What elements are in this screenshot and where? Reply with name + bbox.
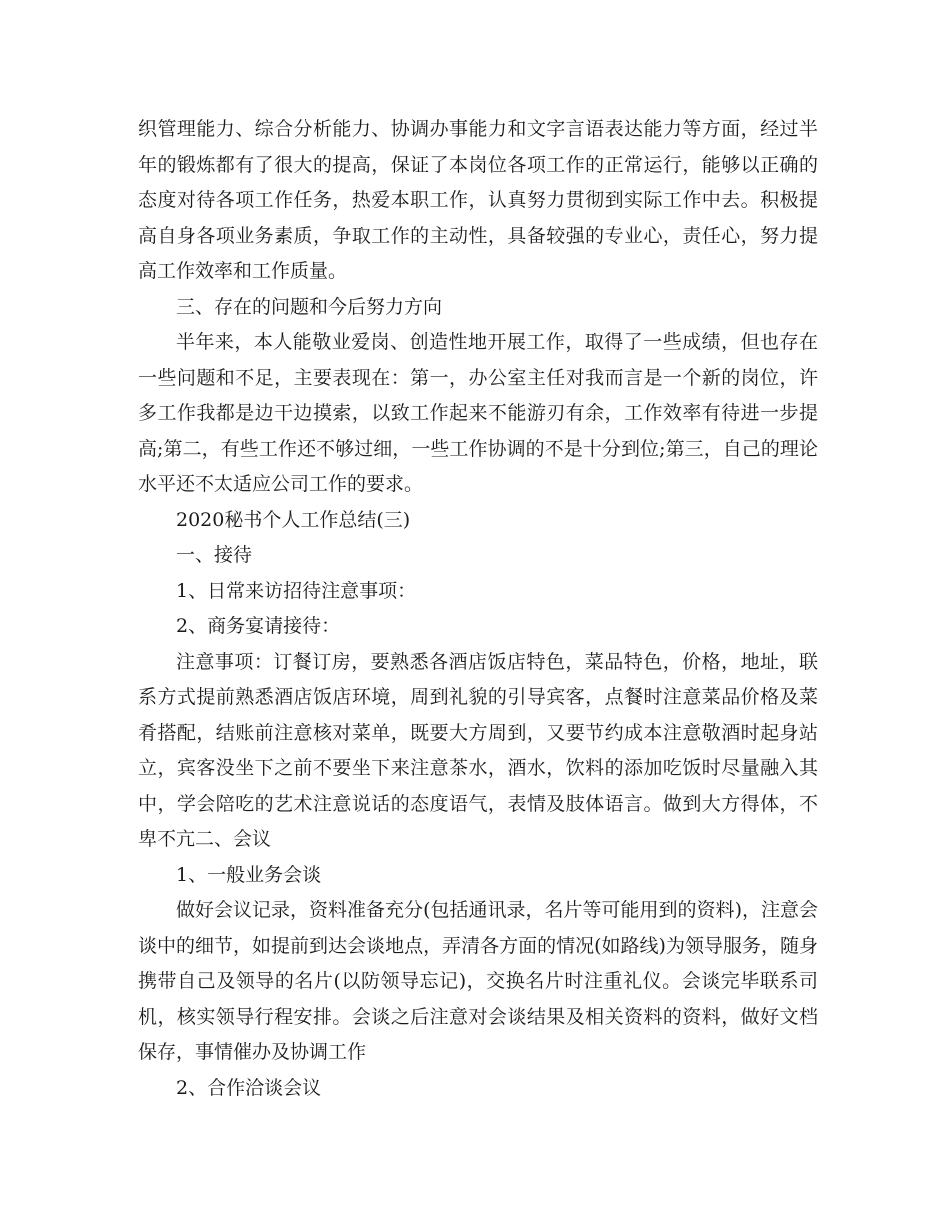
paragraph-3: 半年来，本人能敬业爱岗、创造性地开展工作，取得了一些成绩，但也存在一些问题和不足，主要表现在：第一，办公室主任对我而言是一个新的岗位，许多工作我都是边干边摸索，以致工作起来不能游刃有余，工作效率有待进一步提高;第二，有些工作还不够过细，一些工作协调的不是十分到位;第三，自己的理论水平还不太适应公司工作的要求。 [138,331,818,495]
list-item-business-banquet: 2、商务宴请接待： [176,615,341,637]
paragraph-1: 织管理能力、综合分析能力、协调办事能力和文字言语表达能力等方面，经过半年的锻炼都有了很大的提高，保证了本岗位各项工作的正常运行，能够以正确的态度对待各项工作任务，热爱本职工作，认真努力贯彻到实际工作中去。积极提高自身各项业务素质，争取工作的主动性，具备较强的专业心，责任心，努力提高工作效率和工作质量。 [138,118,818,282]
document-title-part-3: 2020秘书个人工作总结(三) [176,508,411,531]
paragraph-notes: 注意事项：订餐订房，要熟悉各酒店饭店特色，菜品特色，价格，地址，联系方式提前熟悉酒店饭店环境，周到礼貌的引导宾客，点餐时注意菜品价格及菜肴搭配，结账前注意核对菜单，既要大方周到，又要节约成本注意敬酒时起身站立，宾客没坐下之前不要坐下来注意茶水，酒水，饮料的添加吃饭时尽量融入其中，学会陪吃的艺术注意说话的态度语气，表情及肢体语言。做到大方得体，不卑不亢二、会议 [138,650,818,850]
list-item-general-meeting: 1、一般业务会谈 [176,863,322,886]
paragraph-meeting-details: 做好会议记录，资料准备充分(包括通讯录，名片等可能用到的资料)，注意会谈中的细节，如提前到达会谈地点，弄清各方面的情况(如路线)为领导服务，随身携带自己及领导的名片(以防领导忘记)，交换名片时注重礼仪。会谈完毕联系司机，核实领导行程安排。会谈之后注意对会谈结果及相关资料的资料，做好文档保存，事情催办及协调工作 [138,899,818,1063]
section-heading-reception: 一、接待 [176,544,253,566]
section-heading-problems: 三、存在的问题和今后努力方向 [176,295,443,318]
list-item-cooperation-meeting: 2、合作洽谈会议 [176,1076,322,1099]
list-item-daily-visit: 1、日常来访招待注意事项： [176,579,417,602]
